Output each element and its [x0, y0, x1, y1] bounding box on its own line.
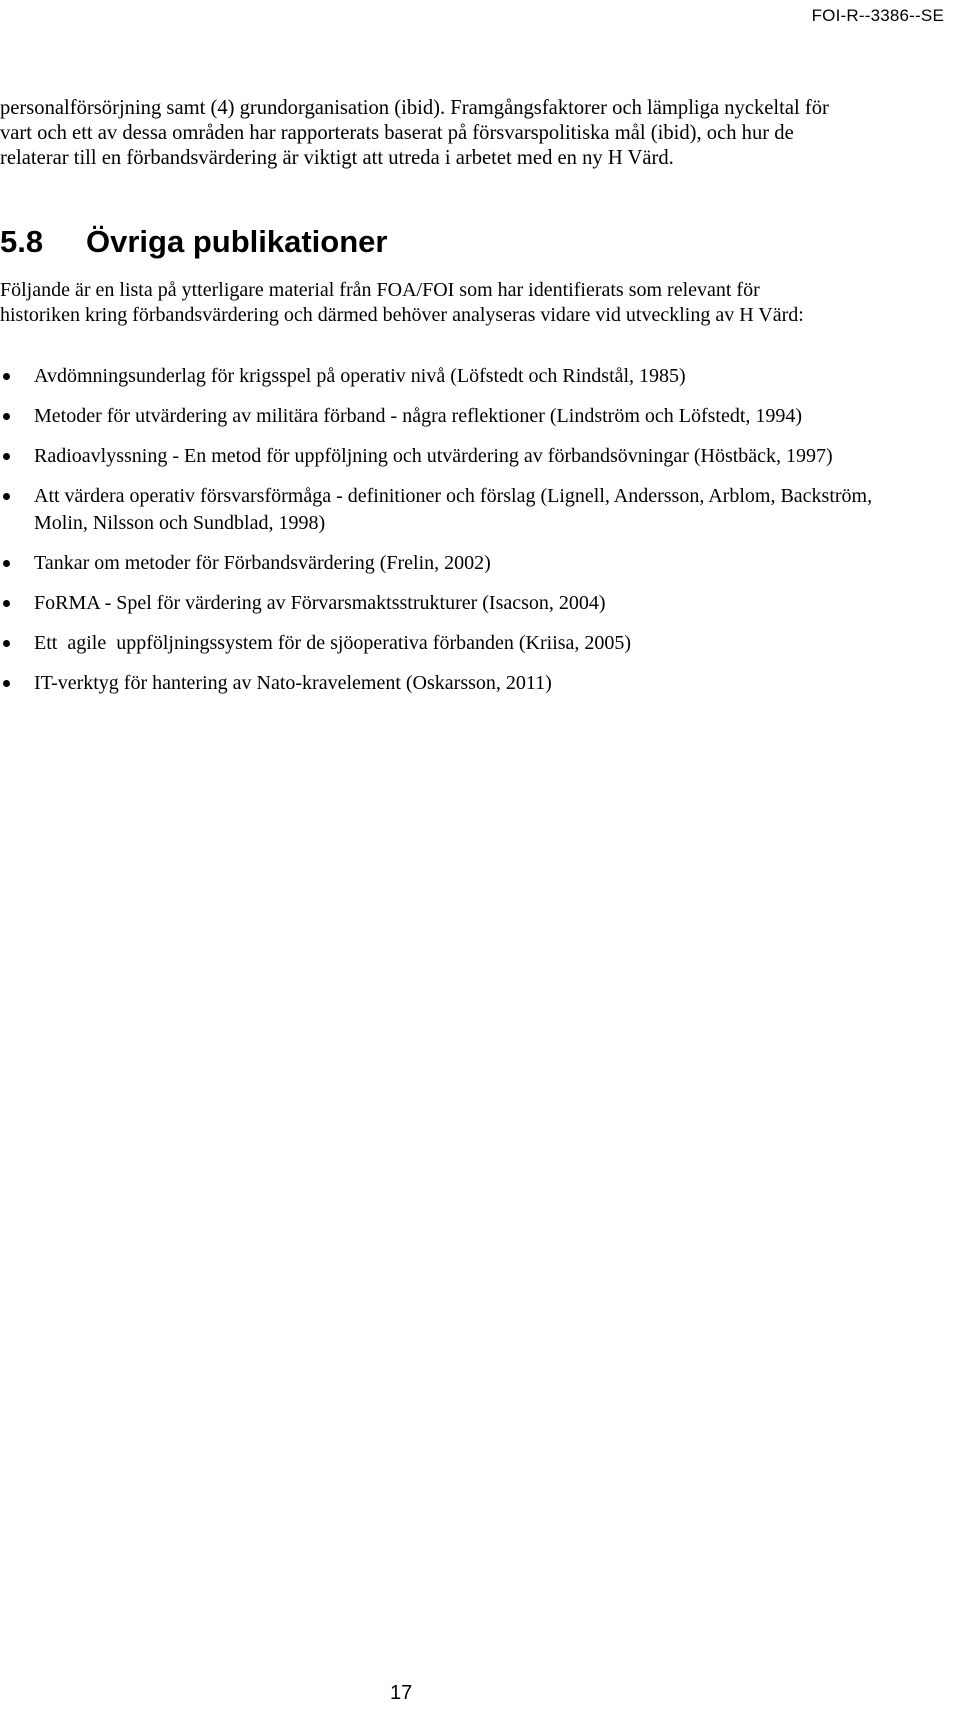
- list-item: [0, 363, 900, 390]
- intro-paragraph: personalförsörjning samt (4) grundorganisation (ibid). Framgångsfaktorer och lämpliga nyckeltal för vart och ett av dessa områden har rapporterats baserat på försvarspolitiska mål (ibid), och hur de relaterar till en förbandsvärdering är viktigt att utreda i arbetet med en ny H Värd.: [0, 97, 829, 170]
- bullet-icon: [3, 453, 10, 460]
- section-title: Övriga publikationer: [86, 224, 388, 259]
- list-item-text: FoRMA - Spel för värdering av Förvarsmaktsstrukturer (Isacson, 2004): [34, 592, 606, 614]
- bullet-icon: [3, 680, 10, 687]
- bullet-icon: [3, 560, 10, 567]
- list-item: [0, 483, 900, 537]
- list-item: [0, 590, 900, 617]
- list-item: [0, 403, 900, 430]
- publication-list: [0, 363, 900, 710]
- section-number: 5.8: [0, 224, 44, 259]
- list-item-text: Radioavlyssning - En metod för uppföljning och utvärdering av förbandsövningar (Höstbäck, 1997): [34, 445, 833, 467]
- document-id: FOI-R--3386--SE: [811, 6, 944, 25]
- list-item-text: Tankar om metoder för Förbandsvärdering (Frelin, 2002): [34, 552, 491, 574]
- section-heading: [0, 222, 387, 262]
- page-number: 17: [390, 1682, 413, 1704]
- list-item-text: Metoder för utvärdering av militära förband - några reflektioner (Lindström och Löfstedt, 1994): [34, 405, 803, 427]
- list-item: [0, 630, 900, 657]
- section-lead-paragraph: Följande är en lista på ytterligare material från FOA/FOI som har identifierats som relevant för historiken kring förbandsvärdering och därmed behöver analyseras vidare vid utveckling av H Värd:: [0, 279, 804, 326]
- bullet-icon: [3, 373, 10, 380]
- bullet-icon: [3, 493, 10, 500]
- list-item-text: Ett agile uppföljningssystem för de sjöoperativa förbanden (Kriisa, 2005): [34, 632, 632, 654]
- bullet-icon: [3, 640, 10, 647]
- list-item: [0, 550, 900, 577]
- list-item: [0, 443, 900, 470]
- bullet-icon: [3, 413, 10, 420]
- list-item-text: IT-verktyg för hantering av Nato-kravelement (Oskarsson, 2011): [34, 672, 552, 694]
- list-item-text: Att värdera operativ försvarsförmåga - definitioner och förslag (Lignell, Andersson, Arblom, Backström, Molin, Nilsson och Sundblad, 1998): [34, 485, 873, 534]
- list-item: [0, 670, 900, 697]
- bullet-icon: [3, 600, 10, 607]
- list-item-text: Avdömningsunderlag för krigsspel på operativ nivå (Löfstedt och Rindstål, 1985): [34, 365, 686, 387]
